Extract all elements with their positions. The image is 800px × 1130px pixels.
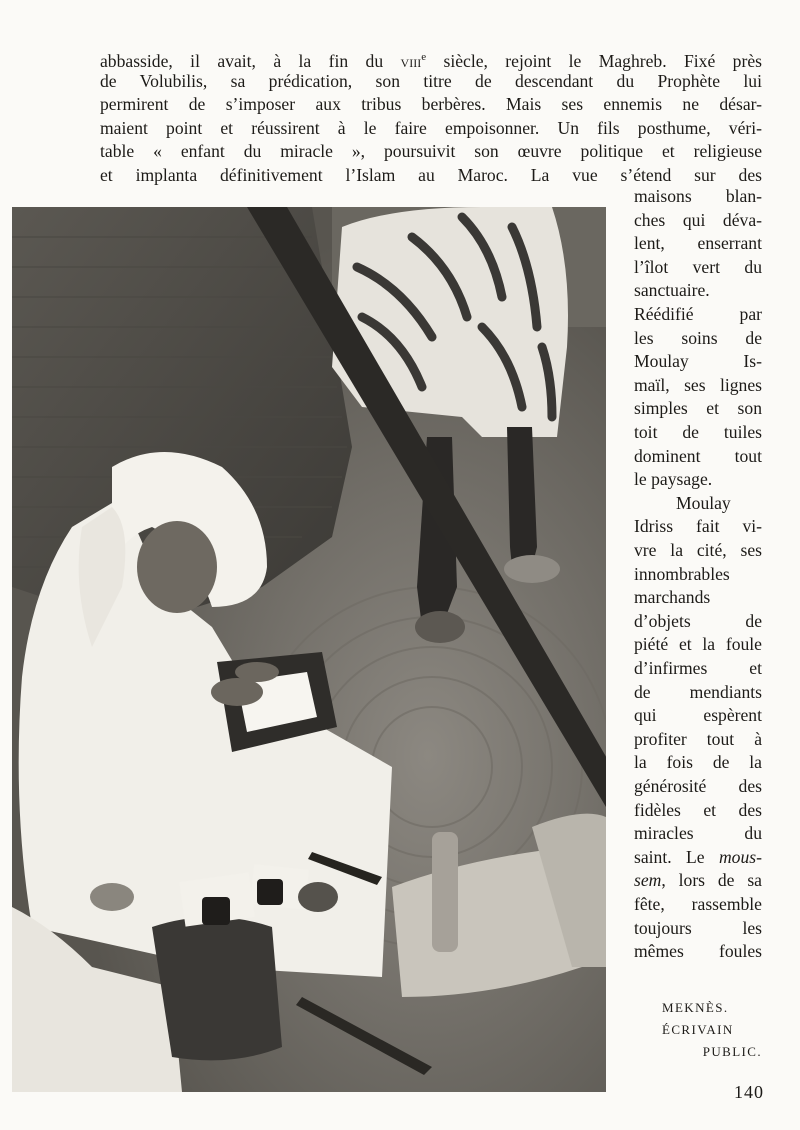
side-line: Idriss fait vi- [634, 516, 762, 537]
caption-line-3: PUBLIC. [702, 1044, 762, 1059]
italic-sem: sem [634, 870, 662, 891]
side-line: marchands [634, 587, 711, 608]
side-line: ches qui déva- [634, 209, 762, 230]
side-line: vre la cité, ses [634, 540, 762, 560]
body-line-4: maient point et réussirent à le faire empoisonner. Un fils posthume, véri- [100, 117, 762, 138]
photo-caption [620, 997, 762, 1063]
side-line: piété et la foule [634, 634, 762, 655]
side-line: d’objets de [634, 610, 762, 631]
side-line: innombrables [634, 563, 730, 584]
side-line-fete: , lors de sa [661, 870, 762, 891]
side-line-mous [634, 846, 762, 870]
side-line: sanctuaire. [634, 280, 710, 301]
side-line: miracles du [634, 823, 762, 844]
italic-mous: mous- [718, 846, 762, 867]
side-line: générosité des [634, 776, 762, 796]
side-line: fidèles et des [634, 799, 762, 820]
side-line: toit de tuiles [634, 422, 762, 442]
side-line: lent, enserrant [634, 233, 762, 254]
caption-line-1: MEKNÈS. [662, 1000, 729, 1015]
side-line-indent: Moulay [676, 492, 731, 513]
side-line: Moulay Is- [634, 351, 762, 372]
side-line-last: le paysage. [634, 469, 713, 490]
side-line-saint: saint. Le [634, 846, 705, 867]
body-line-6: et implanta définitivement l’Islam au Maroc. La vue s’étend sur des [100, 165, 762, 185]
side-line: l’îlot vert du [634, 256, 762, 277]
body-line-3: permirent de s’imposer aux tribus berbères. Mais ses ennemis ne désar- [100, 94, 762, 115]
side-line: dominent tout [634, 445, 762, 466]
side-line: fête, rassemble [634, 894, 762, 914]
body-line-1b: siècle, rejoint le Maghreb. Fixé près [443, 50, 762, 71]
side-line: maïl, ses lignes [634, 374, 762, 395]
side-line-sem [634, 869, 762, 893]
side-line: d’infirmes et [634, 658, 762, 678]
side-line: maisons blan- [634, 186, 762, 206]
photo-illustration [12, 207, 606, 1092]
photograph-letter-writer [12, 207, 606, 1092]
century-numeral: viii [400, 50, 422, 71]
caption-line-2: ÉCRIVAIN [662, 1022, 734, 1037]
side-line: Réédifié par [634, 304, 762, 324]
side-line: qui espèrent [634, 705, 762, 726]
side-line: profiter tout à [634, 728, 762, 749]
side-line: mêmes foules [634, 941, 762, 962]
body-line-1a: abbasside, il avait, à la fin du [100, 50, 384, 71]
side-line: toujours les [634, 917, 762, 938]
century-superscript: e [421, 51, 427, 63]
body-line-5: table « enfant du miracle », poursuivit son œuvre politique et religieuse [100, 141, 762, 162]
page-number: 140 [734, 1082, 764, 1102]
side-line: la fois de la [634, 752, 762, 773]
side-line: de mendiants [634, 681, 762, 702]
body-line-2: de Volubilis, sa prédication, son titre de descendant du Prophète lui [100, 70, 762, 91]
side-line: simples et son [634, 398, 762, 419]
side-line: les soins de [634, 327, 762, 348]
